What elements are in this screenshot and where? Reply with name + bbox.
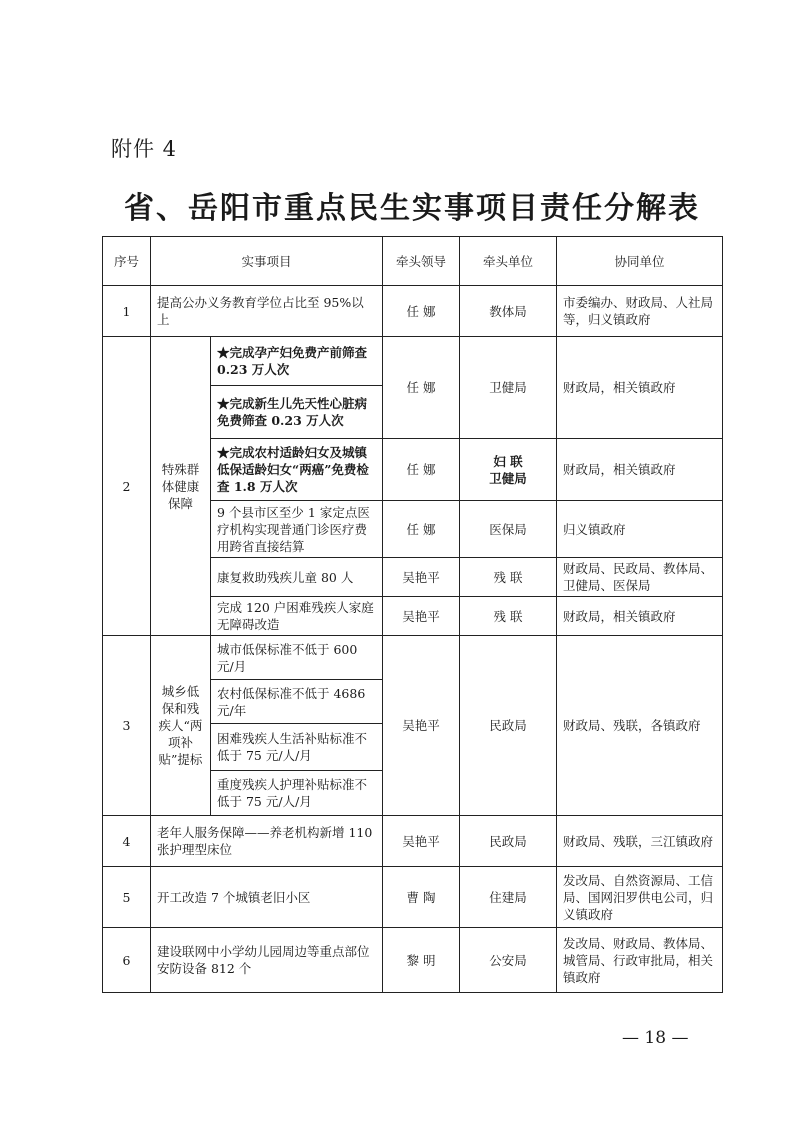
row-lead-unit: 公安局	[460, 928, 557, 993]
row-leader: 任 娜	[383, 286, 460, 337]
row-leader: 任 娜	[383, 501, 460, 558]
row-lead-unit: 医保局	[460, 501, 557, 558]
page-number: — 18 —	[622, 1028, 689, 1048]
row-lead-unit	[460, 439, 557, 501]
row-leader: 吴艳平	[383, 597, 460, 636]
row-seq: 2	[103, 337, 151, 636]
row-leader: 吴艳平	[383, 558, 460, 597]
header-leader: 牵头领导	[383, 237, 460, 286]
row-category: 城乡低保和残疾人“两项补贴”提标	[151, 636, 211, 816]
row-leader: 吴艳平	[383, 636, 460, 816]
sub-item: 康复救助残疾儿童 80 人	[211, 558, 383, 597]
row-leader: 黎 明	[383, 928, 460, 993]
row-lead-unit: 民政局	[460, 636, 557, 816]
row-coop: 发改局、财政局、教体局、城管局、行政审批局，相关镇政府	[557, 928, 723, 993]
row-project: 提高公办义务教育学位占比至 95%以上	[151, 286, 383, 337]
row-seq: 1	[103, 286, 151, 337]
row-leader: 吴艳平	[383, 816, 460, 867]
row-category: 特殊群体健康保障	[151, 337, 211, 636]
row-lead-unit: 住建局	[460, 867, 557, 928]
row-coop: 归义镇政府	[557, 501, 723, 558]
row-lead-unit: 教体局	[460, 286, 557, 337]
row-coop: 发改局、自然资源局、工信局、国网汨罗供电公司，归义镇政府	[557, 867, 723, 928]
row-leader: 曹 陶	[383, 867, 460, 928]
sub-item: 农村低保标准不低于 4686 元/年	[211, 680, 383, 724]
row-project: 建设联网中小学幼儿园周边等重点部位安防设备 812 个	[151, 928, 383, 993]
table-row	[103, 286, 723, 337]
row-project: 开工改造 7 个城镇老旧小区	[151, 867, 383, 928]
row-seq: 4	[103, 816, 151, 867]
header-project: 实事项目	[151, 237, 383, 286]
table-row	[103, 816, 723, 867]
row-coop: 财政局，相关镇政府	[557, 597, 723, 636]
table-row	[103, 867, 723, 928]
header-coop-units: 协同单位	[557, 237, 723, 286]
annex-label: 附件 4	[111, 137, 178, 161]
sub-item: 困难残疾人生活补贴标准不低于 75 元/人/月	[211, 724, 383, 771]
row-coop: 财政局、残联，三江镇政府	[557, 816, 723, 867]
table-row	[103, 928, 723, 993]
sub-item: 完成 120 户困难残疾人家庭无障碍改造	[211, 597, 383, 636]
row-seq: 5	[103, 867, 151, 928]
sub-item: 重度残疾人护理补贴标准不低于 75 元/人/月	[211, 771, 383, 816]
responsibility-table	[102, 236, 723, 993]
table-header-row	[103, 237, 723, 286]
sub-item: 城市低保标准不低于 600 元/月	[211, 636, 383, 680]
sub-item: ★完成新生儿先天性心脏病免费筛查 0.23 万人次	[211, 386, 383, 439]
row-project: 老年人服务保障——养老机构新增 110 张护理型床位	[151, 816, 383, 867]
row-coop: 财政局，相关镇政府	[557, 439, 723, 501]
page-title: 省、岳阳市重点民生实事项目责任分解表	[124, 191, 700, 226]
row-lead-unit: 民政局	[460, 816, 557, 867]
row-lead-unit: 残 联	[460, 597, 557, 636]
sub-item: 9 个县市区至少 1 家定点医疗机构实现普通门诊医疗费用跨省直接结算	[211, 501, 383, 558]
row-leader: 任 娜	[383, 439, 460, 501]
row-seq: 3	[103, 636, 151, 816]
lead-unit-line: 妇 联	[493, 453, 523, 469]
table-row	[103, 337, 723, 386]
row-lead-unit: 卫健局	[460, 337, 557, 439]
header-seq: 序号	[103, 237, 151, 286]
row-coop: 市委编办、财政局、人社局等，归义镇政府	[557, 286, 723, 337]
sub-item: ★完成孕产妇免费产前筛查 0.23 万人次	[211, 337, 383, 386]
lead-unit-line: 卫健局	[489, 470, 527, 486]
row-coop: 财政局，相关镇政府	[557, 337, 723, 439]
row-lead-unit: 残 联	[460, 558, 557, 597]
row-coop: 财政局、民政局、教体局、卫健局、医保局	[557, 558, 723, 597]
row-coop: 财政局、残联，各镇政府	[557, 636, 723, 816]
header-lead-unit: 牵头单位	[460, 237, 557, 286]
row-seq: 6	[103, 928, 151, 993]
row-leader: 任 娜	[383, 337, 460, 439]
table-row	[103, 636, 723, 680]
sub-item: ★完成农村适龄妇女及城镇低保适龄妇女“两癌”免费检查 1.8 万人次	[211, 439, 383, 501]
